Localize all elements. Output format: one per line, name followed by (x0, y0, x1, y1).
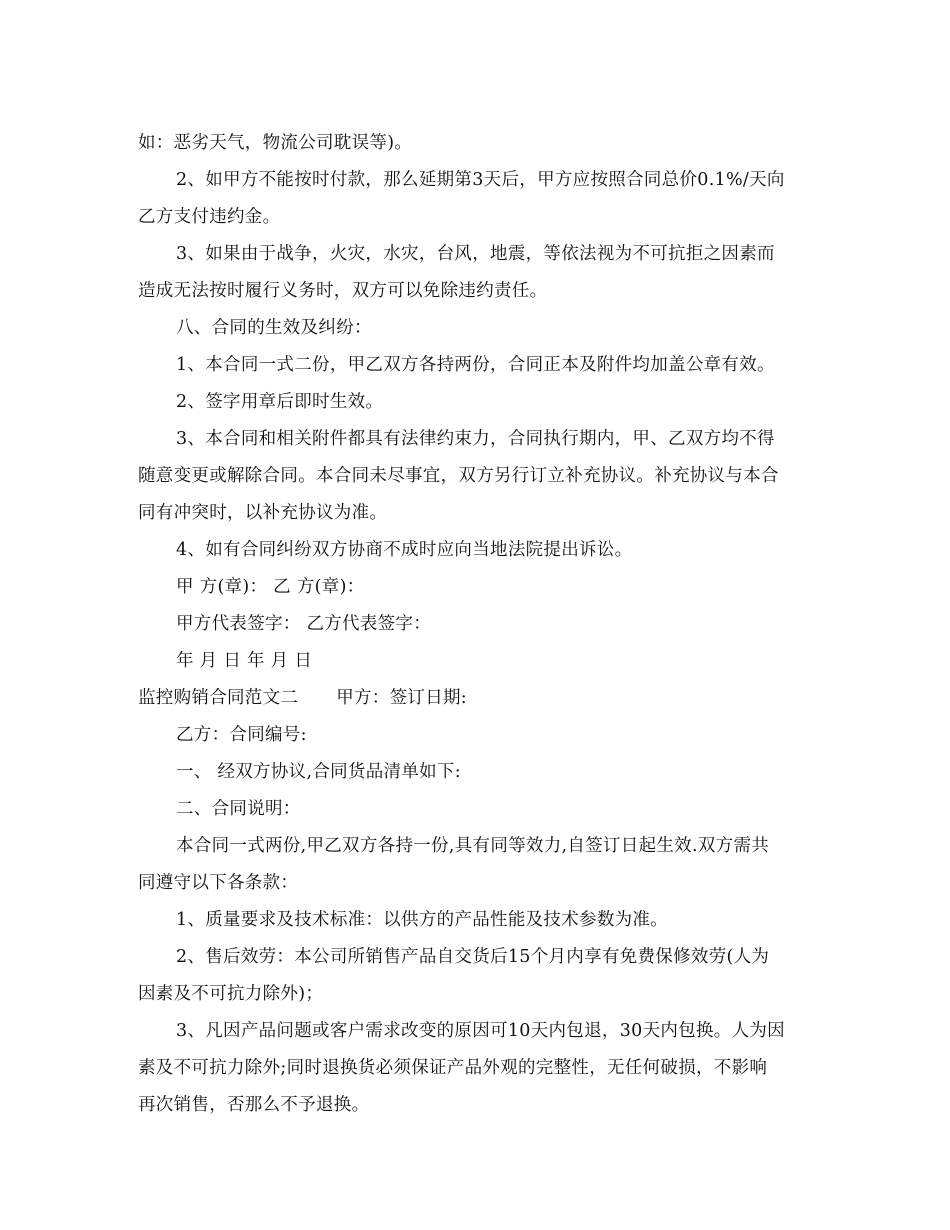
signature-line: 甲 方(章)： 乙 方(章)： (176, 577, 365, 597)
text-line: 2、签字用章后即时生效。 (176, 392, 384, 412)
text-line: 乙方支付违约金。 (138, 207, 281, 227)
text-line: 2、售后效劳：本公司所销售产品自交货后15个月内享有免费保修效劳(人为 (176, 947, 770, 967)
document-title-line (138, 686, 467, 710)
text-line: 1、质量要求及技术标准：以供方的产品性能及技术参数为准。 (176, 910, 669, 930)
text-line: 同遵守以下各条款： (138, 873, 299, 893)
text-line: 如：恶劣天气，物流公司耽误等)。 (138, 133, 413, 153)
section-heading: 八、合同的生效及纠纷： (176, 318, 372, 338)
section-heading: 二、合同说明： (176, 799, 301, 819)
text-line: 2、如甲方不能按时付款，那么延期第3天后，甲方应按照合同总价0.1%/天向 (176, 170, 785, 190)
text-line: 素及不可抗力除外;同时退换货必须保证产品外观的完整性，无任何破损，不影响 (138, 1058, 768, 1078)
text-line: 3、如果由于战争，火灾，水灾，台风，地震，等依法视为不可抗拒之因素而 (176, 244, 775, 264)
document-title: 监控购销合同范文二 (138, 688, 299, 708)
text-line: 4、如有合同纠纷双方协商不成时应向当地法院提出诉讼。 (176, 540, 633, 560)
party-b-field: 乙方：合同编号: (176, 725, 307, 745)
text-line: 随意变更或解除合同。本合同未尽事宜，双方另行订立补充协议。补充协议与本合 (138, 466, 779, 486)
text-line: 3、凡因产品问题或客户需求改变的原因可10天内包退，30天内包换。人为因 (176, 1021, 785, 1041)
text-line: 1、本合同一式二份，甲乙双方各持两份，合同正本及附件均加盖公章有效。 (176, 355, 775, 375)
text-line: 同有冲突时，以补充协议为准。 (138, 503, 388, 523)
signature-line: 甲方代表签字： 乙方代表签字： (176, 614, 432, 634)
text-line: 因素及不可抗力除外)； (138, 984, 324, 1004)
date-line: 年 月 日 年 月 日 (176, 651, 313, 671)
party-a-field: 甲方：签订日期: (336, 688, 467, 708)
text-line: 本合同一式两份,甲乙双方各持一份,具有同等效力,自签订日起生效.双方需共 (176, 836, 770, 856)
text-line: 再次销售，否那么不予退换。 (138, 1095, 370, 1115)
text-line: 3、本合同和相关附件都具有法律约束力，合同执行期内，甲、乙双方均不得 (176, 429, 775, 449)
text-line: 造成无法按时履行义务时，双方可以免除违约责任。 (138, 281, 548, 301)
section-heading: 一、 经双方协议,合同货品清单如下: (176, 762, 461, 782)
